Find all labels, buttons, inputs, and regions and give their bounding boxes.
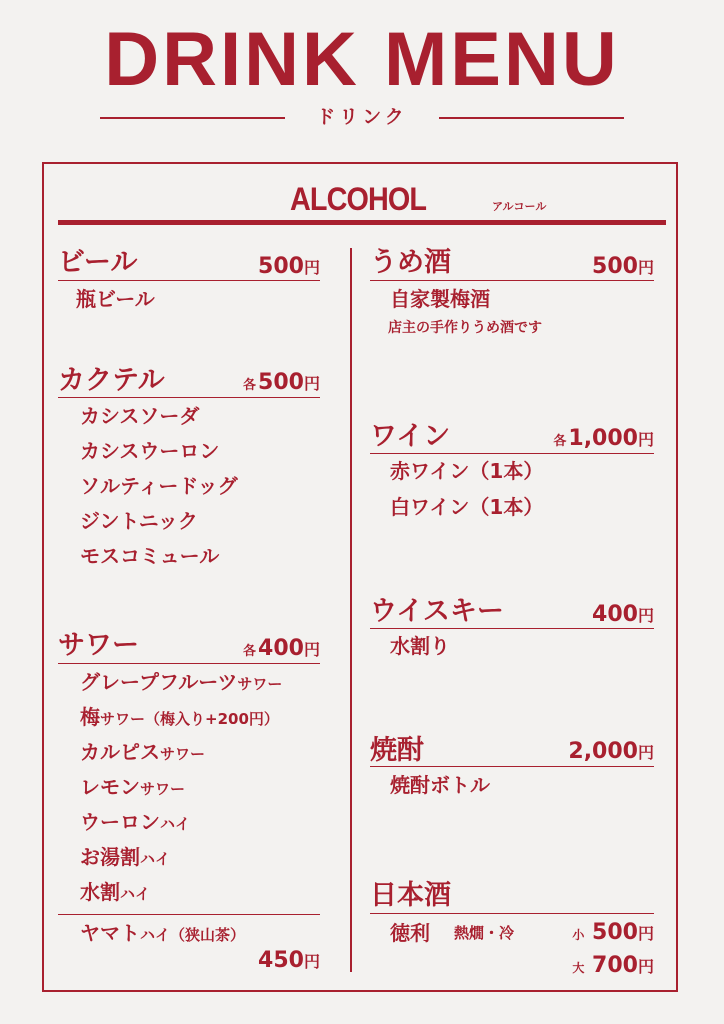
item-suffix: サワー xyxy=(237,675,283,693)
size-label: 大 xyxy=(572,961,585,975)
menu-item xyxy=(80,739,205,767)
menu-item: ジントニック xyxy=(80,509,198,533)
menu-item: モスコミュール xyxy=(80,544,220,568)
subtitle-row xyxy=(100,104,624,130)
category-rule xyxy=(58,397,320,398)
menu-item: 焼酎ボトル xyxy=(390,773,490,797)
menu-item xyxy=(80,774,185,802)
category-sour: サワー xyxy=(58,630,139,661)
menu-item xyxy=(80,669,282,697)
menu-item: 赤ワイン（1本） xyxy=(390,459,544,483)
column-divider xyxy=(350,248,352,972)
menu-item: ソルティードッグ xyxy=(80,474,238,498)
menu-item: 瓶ビール xyxy=(76,287,155,311)
item-main: ヤマト xyxy=(80,921,140,945)
menu-title: DRINK MENU xyxy=(104,17,620,102)
yen-unit: 円 xyxy=(637,606,654,625)
category-rule xyxy=(58,663,320,664)
price-value: 1,000 xyxy=(568,426,638,451)
each-label: 各 xyxy=(243,378,257,393)
item-suffix: ハイ xyxy=(160,815,191,833)
category-wine: ワイン xyxy=(370,421,451,452)
menu-item: 白ワイン（1本） xyxy=(390,495,544,519)
category-rule xyxy=(370,280,654,281)
menu-item-special xyxy=(80,920,245,948)
menu-item: カシスウーロン xyxy=(80,439,220,463)
item-main: グレープフルーツ xyxy=(80,670,238,694)
price-value: 2,000 xyxy=(568,739,638,764)
yen-unit: 円 xyxy=(637,430,654,449)
menu-item xyxy=(80,844,170,872)
category-rule xyxy=(58,280,320,281)
item-main: 梅 xyxy=(80,705,100,729)
price-sake-large xyxy=(540,951,654,983)
subtitle-right-rule xyxy=(439,117,624,119)
price-ume xyxy=(540,252,654,283)
price-value: 500 xyxy=(592,254,638,279)
section-kana: アルコール xyxy=(492,200,547,213)
item-main: お湯割 xyxy=(80,845,140,869)
yen-unit: 円 xyxy=(637,924,654,943)
category-beer: ビール xyxy=(58,247,138,278)
menu-item xyxy=(80,809,190,837)
item-main: カルピス xyxy=(80,740,160,764)
category-rule xyxy=(370,628,654,629)
menu-item: 徳利 xyxy=(390,921,430,945)
item-suffix: サワー xyxy=(140,780,186,798)
item-suffix: サワー（梅入り+200円） xyxy=(100,710,279,728)
yen-unit: 円 xyxy=(637,743,654,762)
size-label: 小 xyxy=(572,928,585,942)
yen-unit: 円 xyxy=(637,957,654,976)
menu-item: 自家製梅酒 xyxy=(390,287,490,311)
yen-unit: 円 xyxy=(637,258,654,277)
item-main: 水割 xyxy=(80,880,120,904)
price-whisky xyxy=(540,600,654,631)
item-suffix: ハイ xyxy=(140,850,171,868)
category-cocktail: カクテル xyxy=(58,365,165,396)
price-value: 400 xyxy=(258,636,304,661)
item-suffix: サワー xyxy=(160,745,206,763)
item-suffix: ハイ xyxy=(120,885,151,903)
price-shochu xyxy=(520,737,654,768)
section-rule xyxy=(58,220,666,225)
category-whisky: ウイスキー xyxy=(370,596,504,627)
price-value: 700 xyxy=(592,953,638,978)
yen-unit: 円 xyxy=(303,374,320,393)
yen-unit: 円 xyxy=(303,258,320,277)
category-sake: 日本酒 xyxy=(370,880,451,911)
section-title: ALCOHOL xyxy=(290,181,427,217)
each-label: 各 xyxy=(243,644,257,659)
price-beer xyxy=(220,252,320,283)
price-value: 500 xyxy=(592,920,638,945)
price-special xyxy=(200,946,320,977)
each-label: 各 xyxy=(553,434,567,449)
item-main: ウーロン xyxy=(80,810,160,834)
category-rule xyxy=(370,766,654,767)
category-rule xyxy=(370,453,654,454)
item-main: レモン xyxy=(80,775,140,799)
menu-item: カシスソーダ xyxy=(80,404,200,428)
price-value: 400 xyxy=(592,602,638,627)
yen-unit: 円 xyxy=(303,952,320,971)
yen-unit: 円 xyxy=(303,640,320,659)
category-ume: うめ酒 xyxy=(370,247,451,278)
item-suffix: ハイ（狭山茶） xyxy=(140,926,246,944)
price-value: 500 xyxy=(258,370,304,395)
category-rule xyxy=(370,913,654,914)
price-value: 450 xyxy=(258,948,304,973)
special-rule xyxy=(58,914,320,915)
menu-subtitle: ドリンク xyxy=(316,106,408,128)
menu-item: 水割り xyxy=(390,634,450,658)
category-shochu: 焼酎 xyxy=(370,735,424,766)
item-note: 熱燗・冷 xyxy=(454,924,515,942)
menu-item xyxy=(80,879,150,907)
price-sake-small xyxy=(540,918,654,950)
price-value: 500 xyxy=(258,254,304,279)
item-note: 店主の手作りうめ酒です xyxy=(388,320,542,336)
menu-item xyxy=(80,704,279,732)
